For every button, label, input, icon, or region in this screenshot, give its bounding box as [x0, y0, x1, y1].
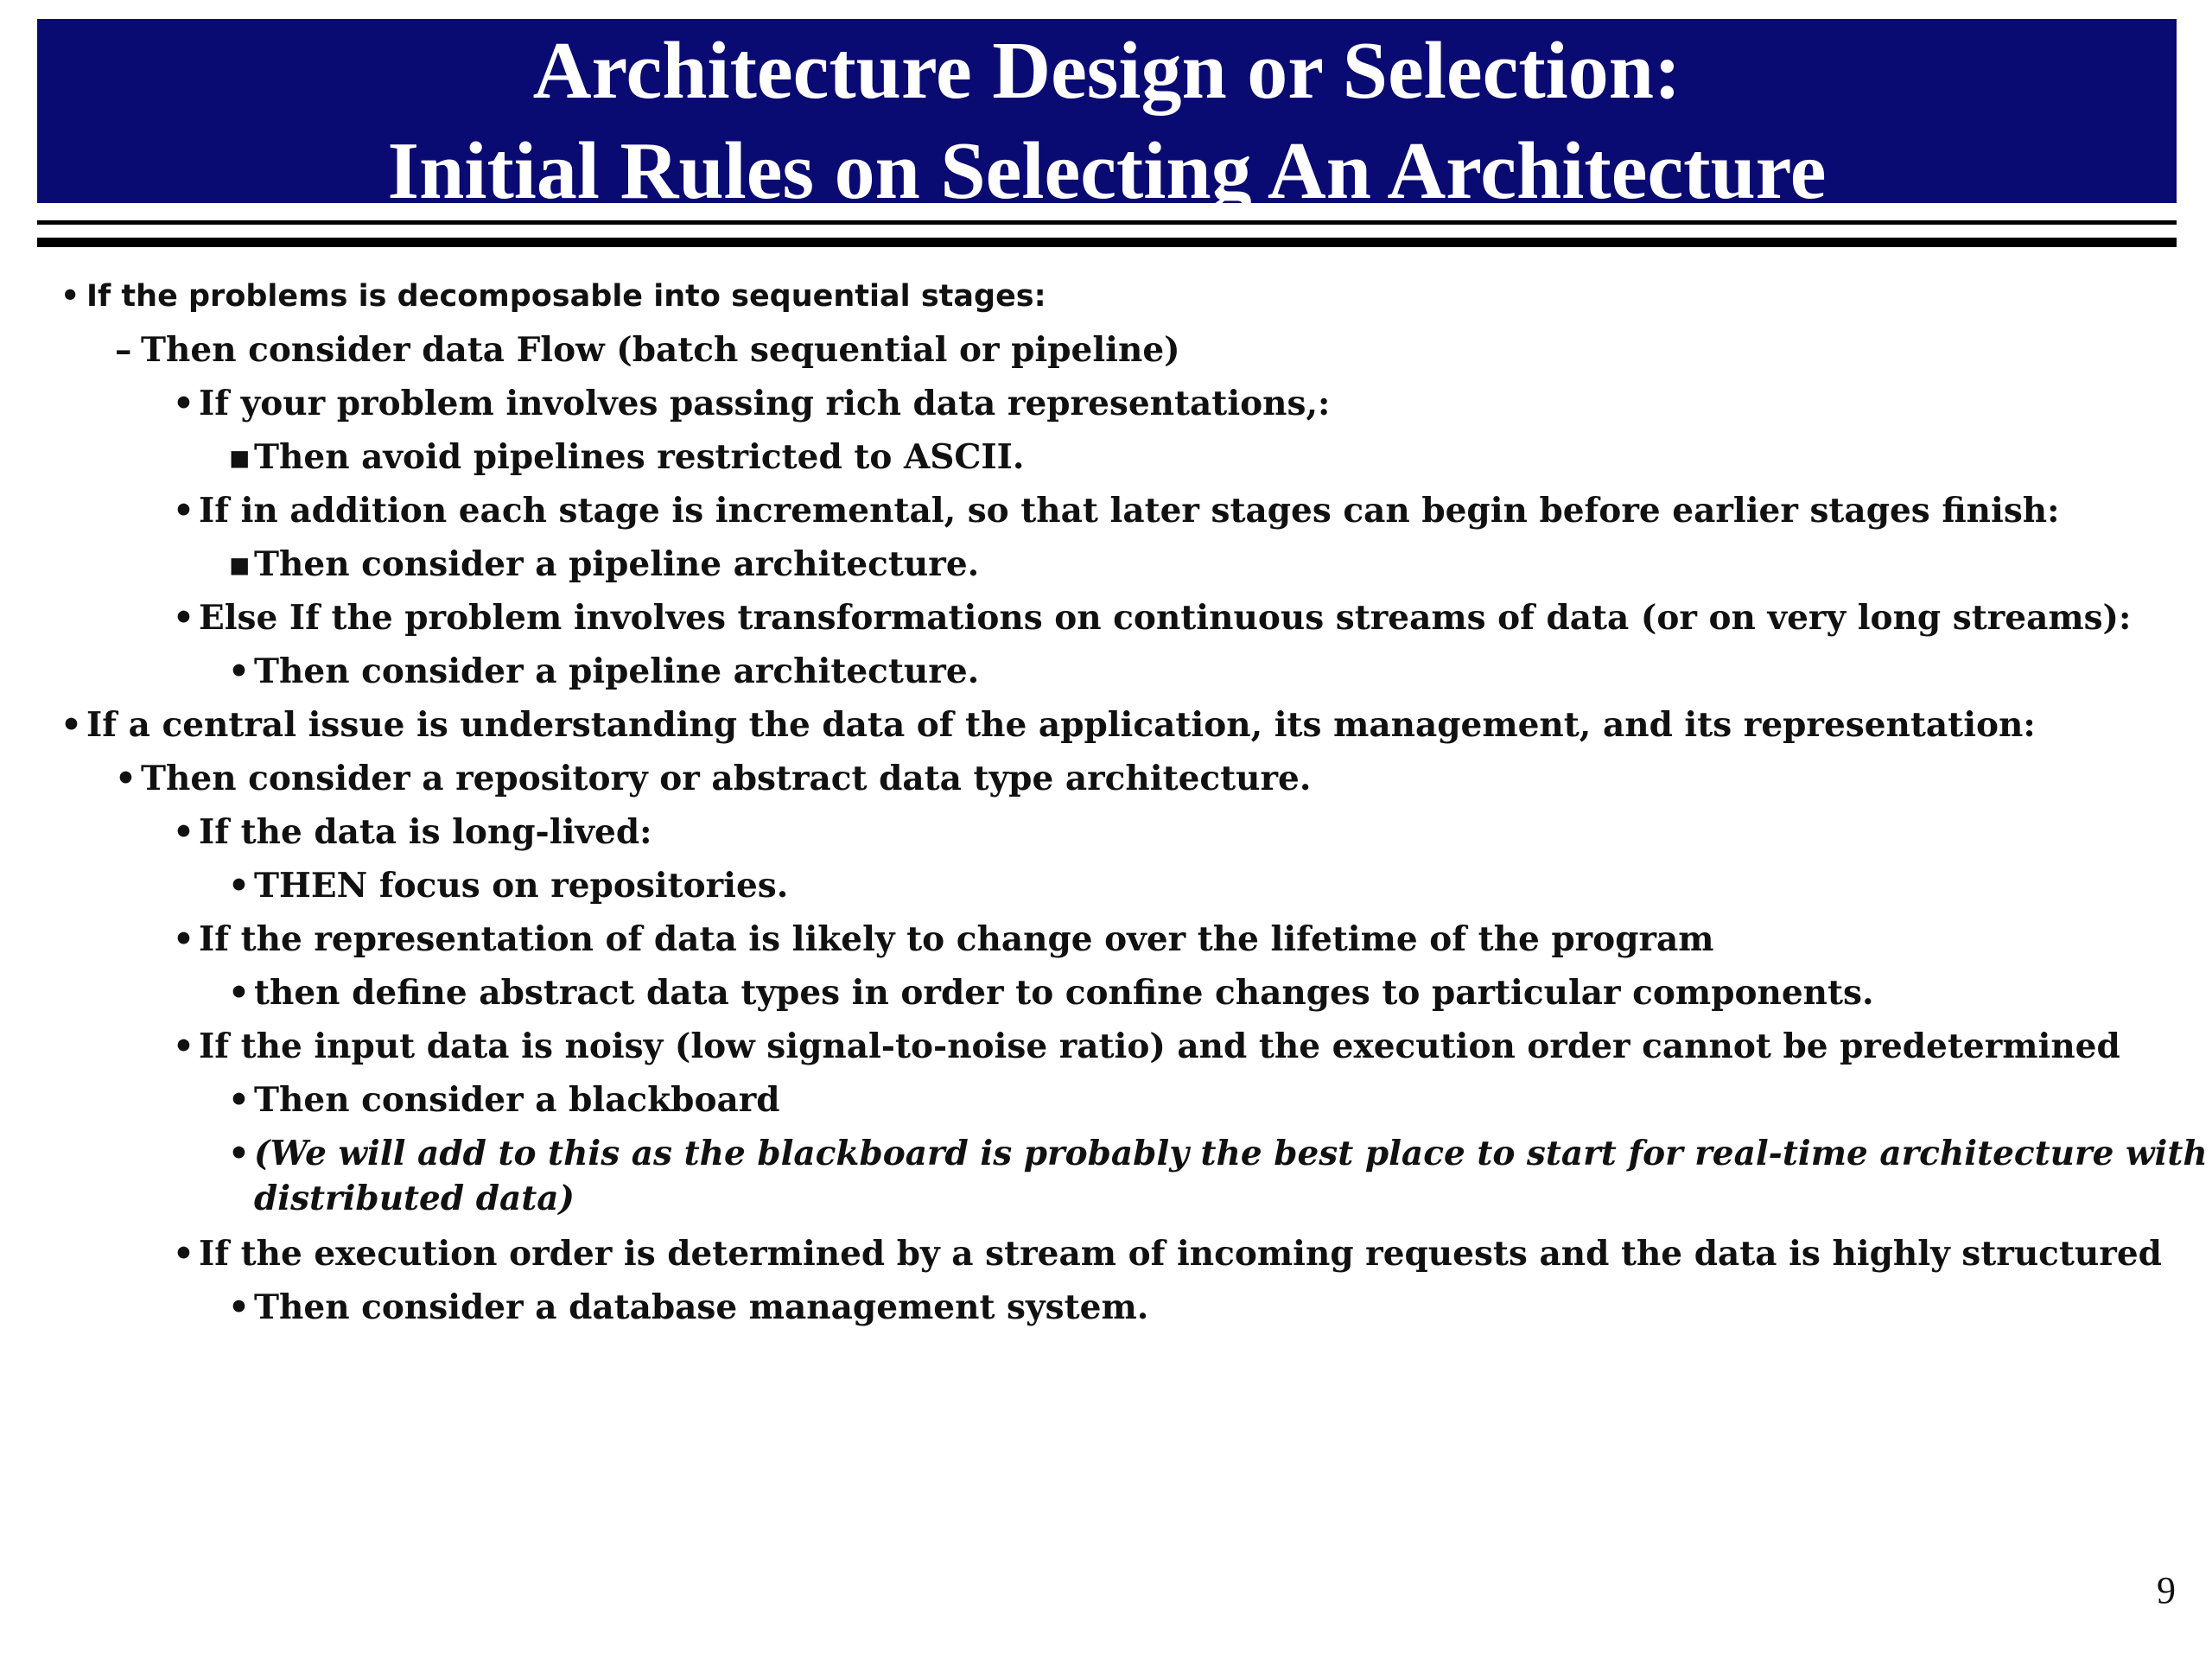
bullet-item: [228, 650, 979, 693]
bullet-text: If your problem involves passing rich data representations,:: [199, 384, 1331, 423]
square-bullet-marker: ▪: [228, 437, 251, 477]
bullet-text: If the problems is decomposable into sequential stages:: [86, 279, 1046, 314]
bullet-text: distributed data): [254, 1179, 575, 1218]
bullet-marker: •: [173, 812, 194, 852]
bullet-text: THEN focus on repositories.: [254, 866, 789, 906]
bullet-text: If the execution order is determined by a stream of incoming requests and the data is highly structured: [199, 1234, 2162, 1274]
bullet-item: [173, 810, 652, 854]
bullet-item: [228, 435, 1024, 479]
bullet-marker: •: [115, 759, 137, 798]
bullet-item: [115, 757, 1311, 800]
bullet-text: Then consider a pipeline architecture.: [254, 652, 980, 691]
bullet-marker: •: [173, 1234, 194, 1274]
bullet-item: [115, 328, 1180, 372]
bullet-text: Then consider data Flow (batch sequential or pipeline): [141, 330, 1180, 370]
bullet-item: [228, 971, 1874, 1014]
bullet-marker: •: [228, 1287, 250, 1327]
bullet-item: [173, 489, 2060, 532]
bullet-marker: •: [228, 973, 250, 1013]
bullet-marker: •: [228, 1080, 250, 1120]
bullet-item-continuation: [228, 1177, 575, 1220]
bullet-marker: •: [228, 1134, 250, 1173]
bullet-text: Then consider a pipeline architecture.: [254, 544, 980, 584]
bullet-item: [228, 1078, 780, 1122]
bullet-item: [228, 1132, 2208, 1175]
bullet-text: (We will add to this as the blackboard is probably the best place to start for real-time architecture with: [254, 1134, 2208, 1173]
bullet-item: [228, 864, 788, 907]
bullet-marker: •: [60, 705, 82, 745]
title-divider-thick: [37, 238, 2177, 247]
bullet-text: Then avoid pipelines restricted to ASCII.: [254, 437, 1025, 477]
bullet-item: [60, 703, 2036, 747]
bullet-marker: •: [228, 652, 250, 691]
bullet-item: [228, 543, 979, 586]
slide-title-banner: [37, 19, 2177, 216]
bullet-text: If the input data is noisy (low signal-to-noise ratio) and the execution order cannot be predetermined: [199, 1027, 2120, 1066]
bullet-item: [173, 918, 1714, 961]
bullet-marker: •: [228, 866, 250, 906]
bullet-item: [173, 382, 1330, 425]
bullet-text: Then consider a repository or abstract data type architecture.: [141, 759, 1312, 798]
title-divider-thin: [37, 220, 2177, 225]
bullet-text: then define abstract data types in order to confine changes to particular components.: [254, 973, 1874, 1013]
bullet-text: Then consider a database management system.: [254, 1287, 1149, 1327]
bullet-item: [60, 275, 1046, 318]
bullet-marker: •: [173, 491, 194, 531]
slide-title-line2: Initial Rules on Selecting An Architecture: [387, 126, 1827, 216]
bullet-text: If a central issue is understanding the data of the application, its management, and its representation:: [86, 705, 2036, 745]
bullet-item: [173, 596, 2131, 639]
bullet-marker: •: [60, 279, 80, 314]
bullet-marker: •: [173, 1027, 194, 1066]
bullet-text: Else If the problem involves transformations on continuous streams of data (or on very long streams):: [199, 598, 2132, 638]
bullet-item: [228, 1286, 1148, 1329]
bullet-marker: •: [173, 384, 194, 423]
bullet-text: If the data is long-lived:: [199, 812, 652, 852]
dash-marker: –: [115, 330, 132, 370]
bullet-text: If the representation of data is likely to change over the lifetime of the program: [199, 919, 1714, 959]
bullet-text: If in addition each stage is incremental, so that later stages can begin before earlier stages finish:: [199, 491, 2060, 531]
bullet-text: Then consider a blackboard: [254, 1080, 780, 1120]
bullet-marker: •: [173, 598, 194, 638]
bullet-item: [173, 1232, 2162, 1275]
page-number: 9: [2157, 1569, 2176, 1611]
bullet-item: [173, 1025, 2120, 1068]
bullet-marker: •: [173, 919, 194, 959]
square-bullet-marker: ▪: [228, 544, 251, 584]
slide-title-line1: Architecture Design or Selection:: [532, 26, 1681, 116]
